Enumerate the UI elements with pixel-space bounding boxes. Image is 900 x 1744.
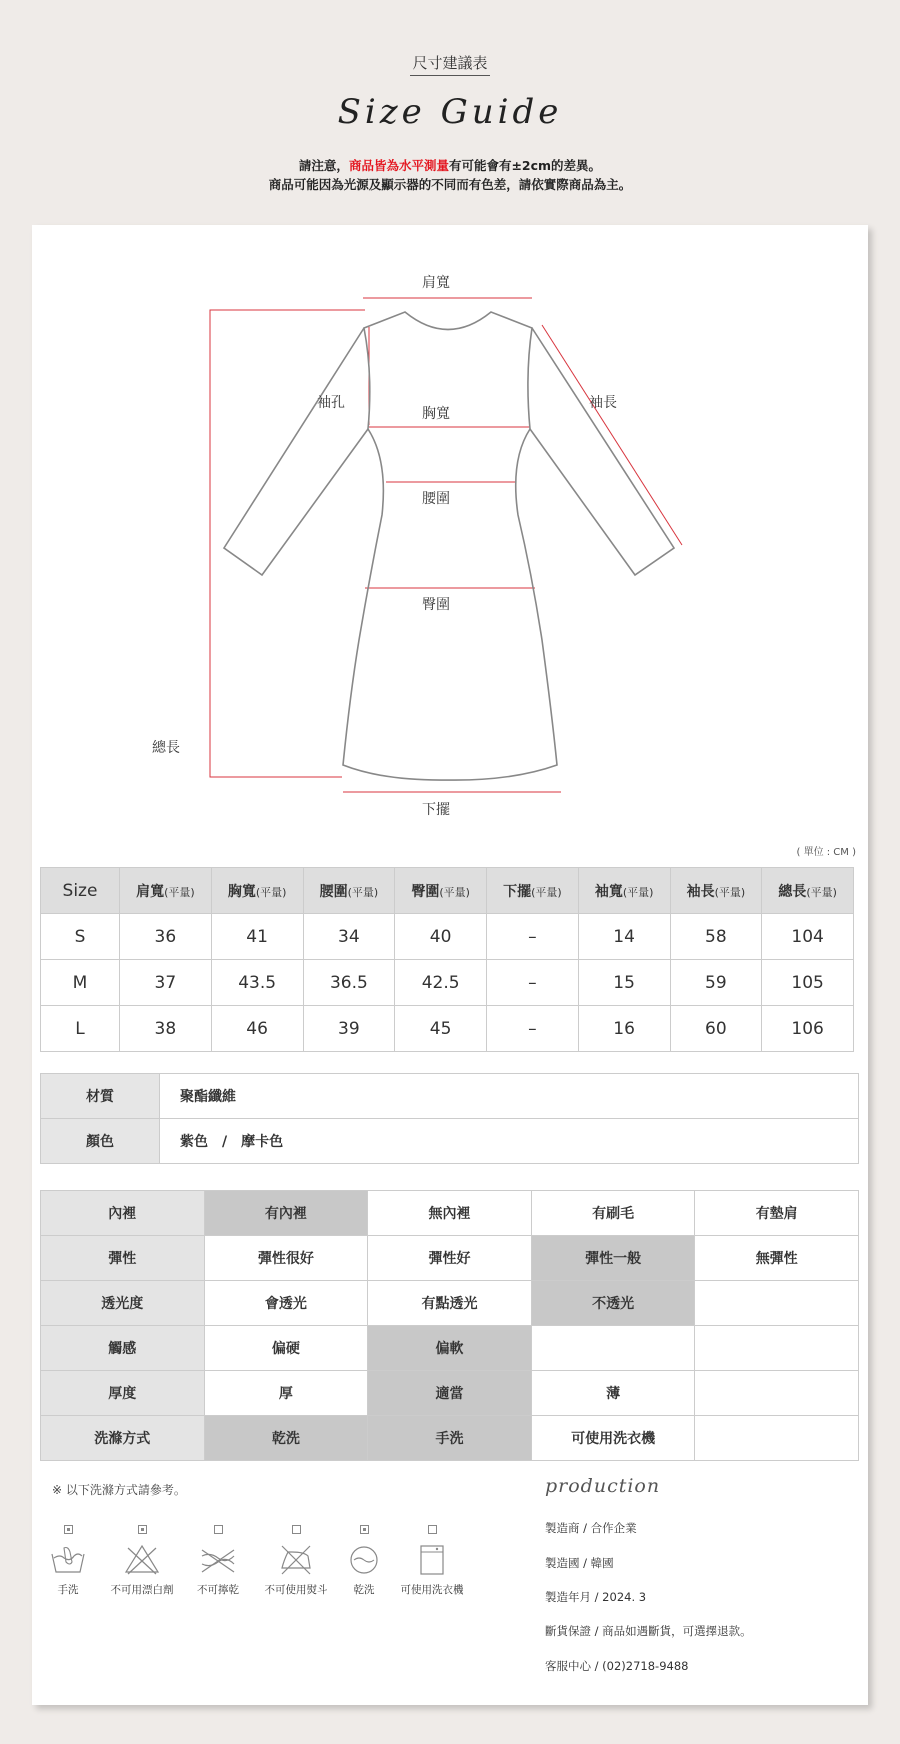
color-label: 顏色	[41, 1119, 160, 1164]
label-sleeve: 袖長	[589, 395, 617, 411]
table-cell: 16	[578, 1006, 670, 1052]
table-cell: 34	[303, 914, 395, 960]
wash-item-label: 手洗	[57, 1584, 79, 1596]
table-cell: 36.5	[303, 960, 395, 1006]
label-waist: 腰圍	[422, 491, 450, 507]
header-cell: 胸寬(平量)	[211, 868, 303, 914]
attr-option	[695, 1326, 859, 1371]
production-title: production	[545, 1475, 661, 1497]
label-armhole: 袖孔	[317, 395, 345, 411]
attr-option: 有墊肩	[695, 1191, 859, 1236]
production-line: 斷貨保證 / 商品如遇斷貨，可選擇退款。	[545, 1624, 752, 1638]
wash-item-label: 不可用漂白劑	[110, 1584, 174, 1596]
no-wring-icon	[198, 1544, 238, 1576]
table-cell: 105	[762, 960, 854, 1006]
header-cell: 袖寬(平量)	[578, 868, 670, 914]
attr-label: 彈性	[41, 1236, 205, 1281]
dry-clean-icon	[348, 1544, 380, 1576]
table-cell: –	[487, 914, 579, 960]
attribute-table	[40, 1190, 859, 1461]
attr-option-selected: 彈性一般	[531, 1236, 695, 1281]
table-row	[41, 1006, 854, 1052]
attr-option-selected: 適當	[368, 1371, 532, 1416]
washing-machine-icon	[417, 1544, 447, 1576]
production-line: 客服中心 / (02)2718-9488	[545, 1659, 689, 1673]
wash-item	[106, 1525, 178, 1597]
attr-row-texture	[41, 1326, 859, 1371]
attr-row-transparency	[41, 1281, 859, 1326]
table-cell: 104	[762, 914, 854, 960]
attr-option-selected: 手洗	[368, 1416, 532, 1461]
table-cell: 40	[395, 914, 487, 960]
attr-row-lining	[41, 1191, 859, 1236]
attr-label: 洗滌方式	[41, 1416, 205, 1461]
table-cell: 42.5	[395, 960, 487, 1006]
table-cell: –	[487, 1006, 579, 1052]
attr-option: 無內裡	[368, 1191, 532, 1236]
wash-item-label: 可使用洗衣機	[400, 1584, 464, 1596]
attr-option: 可使用洗衣機	[531, 1416, 695, 1461]
washing-note: ※ 以下洗滌方式請參考。	[52, 1483, 186, 1497]
production-line: 製造年月 / 2024. 3	[545, 1590, 647, 1604]
material-value: 聚酯纖維	[160, 1074, 859, 1119]
table-cell: 14	[578, 914, 670, 960]
unit-note: ( 單位 : CM )	[796, 847, 856, 858]
size-table	[40, 867, 854, 1052]
checkbox-indicator	[64, 1525, 73, 1534]
wash-item	[258, 1525, 334, 1597]
attr-option: 厚	[204, 1371, 368, 1416]
subtitle: 尺寸建議表	[0, 52, 900, 73]
table-cell: 36	[120, 914, 212, 960]
attr-option	[695, 1371, 859, 1416]
header-size: Size	[41, 868, 120, 914]
wash-item-label: 乾洗	[353, 1584, 375, 1596]
header-cell: 下擺(平量)	[487, 868, 579, 914]
measurement-note: 請注意，商品皆為水平測量有可能會有±2cm的差異。 商品可能因為光源及顯示器的不同而有色差，請依實際商品為主。	[268, 158, 632, 192]
attr-option-selected: 不透光	[531, 1281, 695, 1326]
attr-option: 會透光	[204, 1281, 368, 1326]
table-cell: M	[41, 960, 120, 1006]
table-cell: L	[41, 1006, 120, 1052]
table-cell: 45	[395, 1006, 487, 1052]
material-row	[41, 1074, 859, 1119]
checkbox-indicator	[292, 1525, 301, 1534]
table-cell: 58	[670, 914, 762, 960]
no-iron-icon	[278, 1544, 314, 1576]
length-line	[210, 310, 365, 777]
table-cell: 41	[211, 914, 303, 960]
size-table-header	[41, 868, 854, 914]
wash-item	[344, 1525, 384, 1597]
production-line: 製造國 / 韓國	[545, 1556, 614, 1570]
material-table	[40, 1073, 859, 1164]
header-cell: 肩寬(平量)	[120, 868, 212, 914]
header-cell: 臀圍(平量)	[395, 868, 487, 914]
table-cell: 46	[211, 1006, 303, 1052]
table-cell: 15	[578, 960, 670, 1006]
attr-row-thickness	[41, 1371, 859, 1416]
color-value: 紫色 / 摩卡色	[160, 1119, 859, 1164]
attr-option	[695, 1281, 859, 1326]
production-line: 製造商 / 合作企業	[545, 1521, 637, 1535]
dress-diagram	[32, 225, 868, 825]
label-chest: 胸寬	[422, 406, 450, 422]
attr-row-washing	[41, 1416, 859, 1461]
table-cell: 43.5	[211, 960, 303, 1006]
label-hem: 下擺	[422, 802, 450, 818]
attr-option: 彈性好	[368, 1236, 532, 1281]
sleeve-line	[542, 325, 682, 545]
attr-label: 透光度	[41, 1281, 205, 1326]
label-length: 總長	[152, 740, 180, 756]
right-sleeve	[530, 328, 674, 575]
checkbox-indicator	[138, 1525, 147, 1534]
hand-wash-icon	[50, 1544, 86, 1576]
table-row	[41, 914, 854, 960]
attr-option-selected: 有內裡	[204, 1191, 368, 1236]
attr-option	[531, 1326, 695, 1371]
table-cell: 38	[120, 1006, 212, 1052]
attr-label: 觸感	[41, 1326, 205, 1371]
color-row	[41, 1119, 859, 1164]
wash-item	[42, 1525, 94, 1597]
attr-option: 偏硬	[204, 1326, 368, 1371]
wash-item-label: 不可使用熨斗	[264, 1584, 328, 1596]
checkbox-indicator	[360, 1525, 369, 1534]
dress-body	[343, 312, 557, 780]
attr-option	[695, 1416, 859, 1461]
size-guide-card	[32, 225, 868, 1705]
attr-option: 彈性很好	[204, 1236, 368, 1281]
material-label: 材質	[41, 1074, 160, 1119]
wash-item-label: 不可擰乾	[197, 1584, 239, 1596]
header-cell: 袖長(平量)	[670, 868, 762, 914]
attr-row-elasticity	[41, 1236, 859, 1281]
wash-item	[394, 1525, 470, 1597]
attr-label: 厚度	[41, 1371, 205, 1416]
label-hip: 臀圍	[422, 597, 450, 613]
checkbox-indicator	[214, 1525, 223, 1534]
attr-option: 無彈性	[695, 1236, 859, 1281]
left-sleeve	[224, 328, 368, 575]
table-cell: 106	[762, 1006, 854, 1052]
no-bleach-icon	[124, 1544, 160, 1576]
table-cell: S	[41, 914, 120, 960]
checkbox-indicator	[428, 1525, 437, 1534]
header-cell: 總長(平量)	[762, 868, 854, 914]
table-cell: 60	[670, 1006, 762, 1052]
header-cell: 腰圍(平量)	[303, 868, 395, 914]
attr-option-selected: 偏軟	[368, 1326, 532, 1371]
table-cell: 59	[670, 960, 762, 1006]
attr-label: 內裡	[41, 1191, 205, 1236]
attr-option: 有刷毛	[531, 1191, 695, 1236]
table-row	[41, 960, 854, 1006]
attr-option: 薄	[531, 1371, 695, 1416]
table-cell: 39	[303, 1006, 395, 1052]
label-shoulder: 肩寬	[422, 275, 450, 291]
table-cell: –	[487, 960, 579, 1006]
page-title: Size Guide	[337, 92, 563, 132]
attr-option: 有點透光	[368, 1281, 532, 1326]
attr-option-selected: 乾洗	[204, 1416, 368, 1461]
table-cell: 37	[120, 960, 212, 1006]
wash-item	[192, 1525, 244, 1597]
